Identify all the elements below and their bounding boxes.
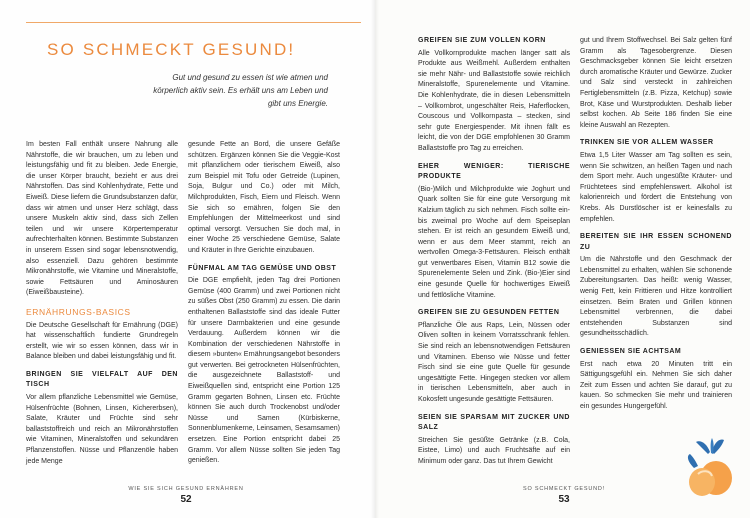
right-footer-label: SO SCHMECKT GESUND! [522,486,606,492]
subsection-heading: EHER WENIGER: TIERISCHE PRODUKTE [418,162,570,181]
body-paragraph: Etwa 1,5 Liter Wasser am Tag sollten es sein, wenn Sie schwitzen, an heißen Tagen und nach dem Sport mehr. Auch ungesüßte Kräuter- und Früchtetees sind empfehlenswert. Alkohol ist kalorienreich und fördert die Entstehung von Krebs. Als Durstlöscher ist er keinesfalls zu empfehlen. [580,151,732,223]
body-paragraph: Pflanzliche Öle aus Raps, Lein, Nüssen oder Oliven sollten in keinem Vorratsschrank fehlen. Sie sind reich an lebensnotwendigen Fettsäuren und Vitaminen. Ebenso wie Nüsse und fetter Fisch sind sie eine gute Quelle für gesunde ungesättigte Fette. Hingegen stecken vor allem in tierischen Lebensmitteln, aber auch in Kokosfett ungesunde gesättigte Fettsäuren. [418,321,570,403]
body-paragraph: gesunde Fette an Bord, die unsere Gefäße schützen. Ergänzen können Sie die Veggie-Kost mit pflanzlichem oder tierischem Eiweiß, also zum Beispiel mit Tofu oder Getreide (Lupinen, Soja, Bulgur und Co.) oder mit Milch, Milchprodukten, Fisch, Eiern und Fleisch. Wenn Sie sich so ernähren, folgen Sie den Empfehlungen der Mittelmeerkost und sind optimal versorgt. Versuchen Sie doch mal, in einer Woche 25 verschiedene Gemüse, Salate und Kräuter in Ihre Gerichte einzubauen. [188,141,340,254]
body-paragraph: Im besten Fall enthält unsere Nahrung alle Nährstoffe, die wir brauchen, um zu leben und leistungsfähig und fit zu bleiben. Jede Energie, die unser Körper braucht, bezieht er aus drei Nährstoffen. Das sind Kohlenhydrate, Fette und Eiweiß. Diese liefern die Grundsubstanzen dafür, dass wir atmen und unser Herz schlägt, dass unsere Muskeln aktiv sind, dass sich Zellen teilen und wir unsere Körpertemperatur aufrechterhalten können. Bestimmte Substanzen in unserem Essen sind sogar lebensnotwendig, also essenziell. Dazu gehören bestimmte Mikronährstoffe, wie Vitamine und Mineralstoffe, sowie Fettsäuren und Aminosäuren (Eiweißbausteine). [26,141,178,297]
body-paragraph: (Bio-)Milch und Milchprodukte wie Joghurt und Quark sollten Sie für eine gute Versorgung mit Kalzium täglich zu sich nehmen. Fisch sollte ein- bis zweimal pro Woche auf dem Speiseplan stehen. Er ist reich an gesundem Eiweiß und, wenn er aus dem Meer stammt, reich an wertvollen Omega-3-Fettsäuren. Fleisch enthält gut verwertbares Eisen, Vitamin B12 sowie die Spurenelemente Selen und Zink. (Bio-)Eier sind eine gesunde Quelle für hochwertiges Eiweiß und fettlösliche Vitamine. [418,185,570,299]
left-column-2 [188,140,340,467]
subsection-heading: BEREITEN SIE IHR ESSEN SCHONEND ZU [580,233,732,251]
subsection-heading: BRINGEN SIE VIELFALT AUF DEN TISCH [26,370,178,389]
subsection-heading: GREIFEN SIE ZU GESUNDEN FETTEN [418,309,560,317]
subsection-heading: GREIFEN SIE ZUM VOLLEN KORN [418,37,546,44]
body-paragraph: Die DGE empfiehlt, jeden Tag drei Portionen Gemüse (400 Gramm) und zwei Portionen nicht zu süßes Obst (250 Gramm) zu essen. Die darin enthaltenen Ballaststoffe sind das ideale Futter für unsere Darmbakterien und eine gesunde Verdauung. Außerdem können wir die Kombination der verschiedenen Nährstoffe in diesem »bunten« Ernährungsangebot besonders gut verwerten. Bei getrockneten Hülsenfrüchten, die ausgezeichnete Ballaststoff- und Eiweißquellen sind, entspricht eine Portion 125 Gramm gegarten Bohnen, Linsen etc. Früchte können Sie auch durch Trockenobst und/oder Nüsse und Samen (Kürbiskerne, Sonnenblumenkerne, Leinsamen, Sesamsamen) ersetzen. Eine Portion entspricht dabei 25 Gramm. Vor allem Nüsse sollten Sie jeden Tag genießen. [188,277,340,465]
left-column-1 [26,140,178,467]
body-paragraph: Die Deutsche Gesellschaft für Ernährung (DGE) hat wissenschaftlich fundierte Grundregeln erstellt, wie wir so essen können, dass wir in Balance bleiben und dabei leistungsfähig und fit. [26,321,178,361]
chapter-title: SO SCHMECKT GESUND! [47,40,296,59]
subsection-heading: GENIESSEN SIE ACHTSAM [580,348,682,356]
subsection-heading: TRINKEN SIE VOR ALLEM WASSER [580,139,714,147]
title-rule [26,22,361,23]
body-paragraph: Erst nach etwa 20 Minuten tritt ein Sättigungsgefühl ein. Nehmen Sie sich daher Zeit zum Essen und achten Sie darauf, gut zu kauen. So schmecken Sie mehr und trainieren ein gesundes Hungergefühl. [580,360,732,410]
intro-quote: Gut und gesund zu essen ist wie atmen und körperlich aktiv sein. Es erhält uns am Leben und gibt uns Energie. [153,73,328,108]
left-page-number: 52 [180,494,192,505]
right-column-1 [418,36,570,468]
book-gutter [371,0,379,518]
subsection-heading: FÜNFMAL AM TAG GEMÜSE UND OBST [188,264,337,272]
section-heading: ERNÄHRUNGS-BASICS [26,306,131,317]
body-paragraph: Um die Nährstoffe und den Geschmack der Lebensmittel zu erhalten, wählen Sie schonende Zubereitungsarten. Das heißt: wenig Wasser, wenig Fett, kein Frittieren und Hitze kontrolliert einsetzen. Beim Braten und Grillen können Lebensmittel verbrennen, die dabei entstehenden Substanzen sind gesundheitsschädlich. [580,256,732,338]
subsection-heading: SEIEN SIE SPARSAM MIT ZUCKER UND SALZ [418,413,570,432]
body-paragraph: gut und Ihrem Stoffwechsel. Bei Salz gelten fünf Gramm als Tagesobergrenze. Diesen Geschmacksgeber können Sie leicht ersetzen durch aromatische Kräuter und Gewürze. Zucker und Salz sind versteckt in zahlreichen Fertiglebensmitteln (z.B. Pizza, Ketchup) sowie Brot, Käse und Wurstprodukten. Deshalb lieber selbst kochen. Ab Seite 186 finden Sie eine kleine Auswahl an Rezepten. [580,37,732,129]
body-paragraph: Alle Vollkornprodukte machen länger satt als Produkte aus Weißmehl. Außerdem enthalten sie mehr Nähr- und Ballaststoffe sowie reichlich Mineralstoffe, Spurenelemente und Vitamine. Die Kohlenhydrate, die in diesen Lebensmitteln – Vollkornbrot, ungeschälter Reis, Haferflocken, Couscous und Vollkornpasta – stecken, sind sehr gute Energiespender. Mit ihnen fällt es leicht, die von der DGE empfohlenen 30 Gramm Ballaststoffe pro Tag zu erreichen. [418,49,570,152]
right-column-2 [580,36,732,413]
body-paragraph: Vor allem pflanzliche Lebensmittel wie Gemüse, Hülsenfrüchte (Bohnen, Linsen, Kichererbsen), Salate, Kräuter und Früchte sind sehr ballaststoffreich und reich an Mikronährstoffen wie Vitaminen, Mineralstoffen und sekundären Pflanzenstoffen. Nüsse und Pflanzenöle haben jede Menge [26,394,178,465]
body-paragraph: Streichen Sie gesüßte Getränke (z.B. Cola, Eistee, Limo) und auch Fruchtsäfte auf ein Minimum oder ganz. Das tut Ihrem Gewicht [418,436,570,465]
right-page-number: 53 [558,494,570,505]
left-footer-label: WIE SIE SICH GESUND ERNÄHREN [128,486,244,492]
